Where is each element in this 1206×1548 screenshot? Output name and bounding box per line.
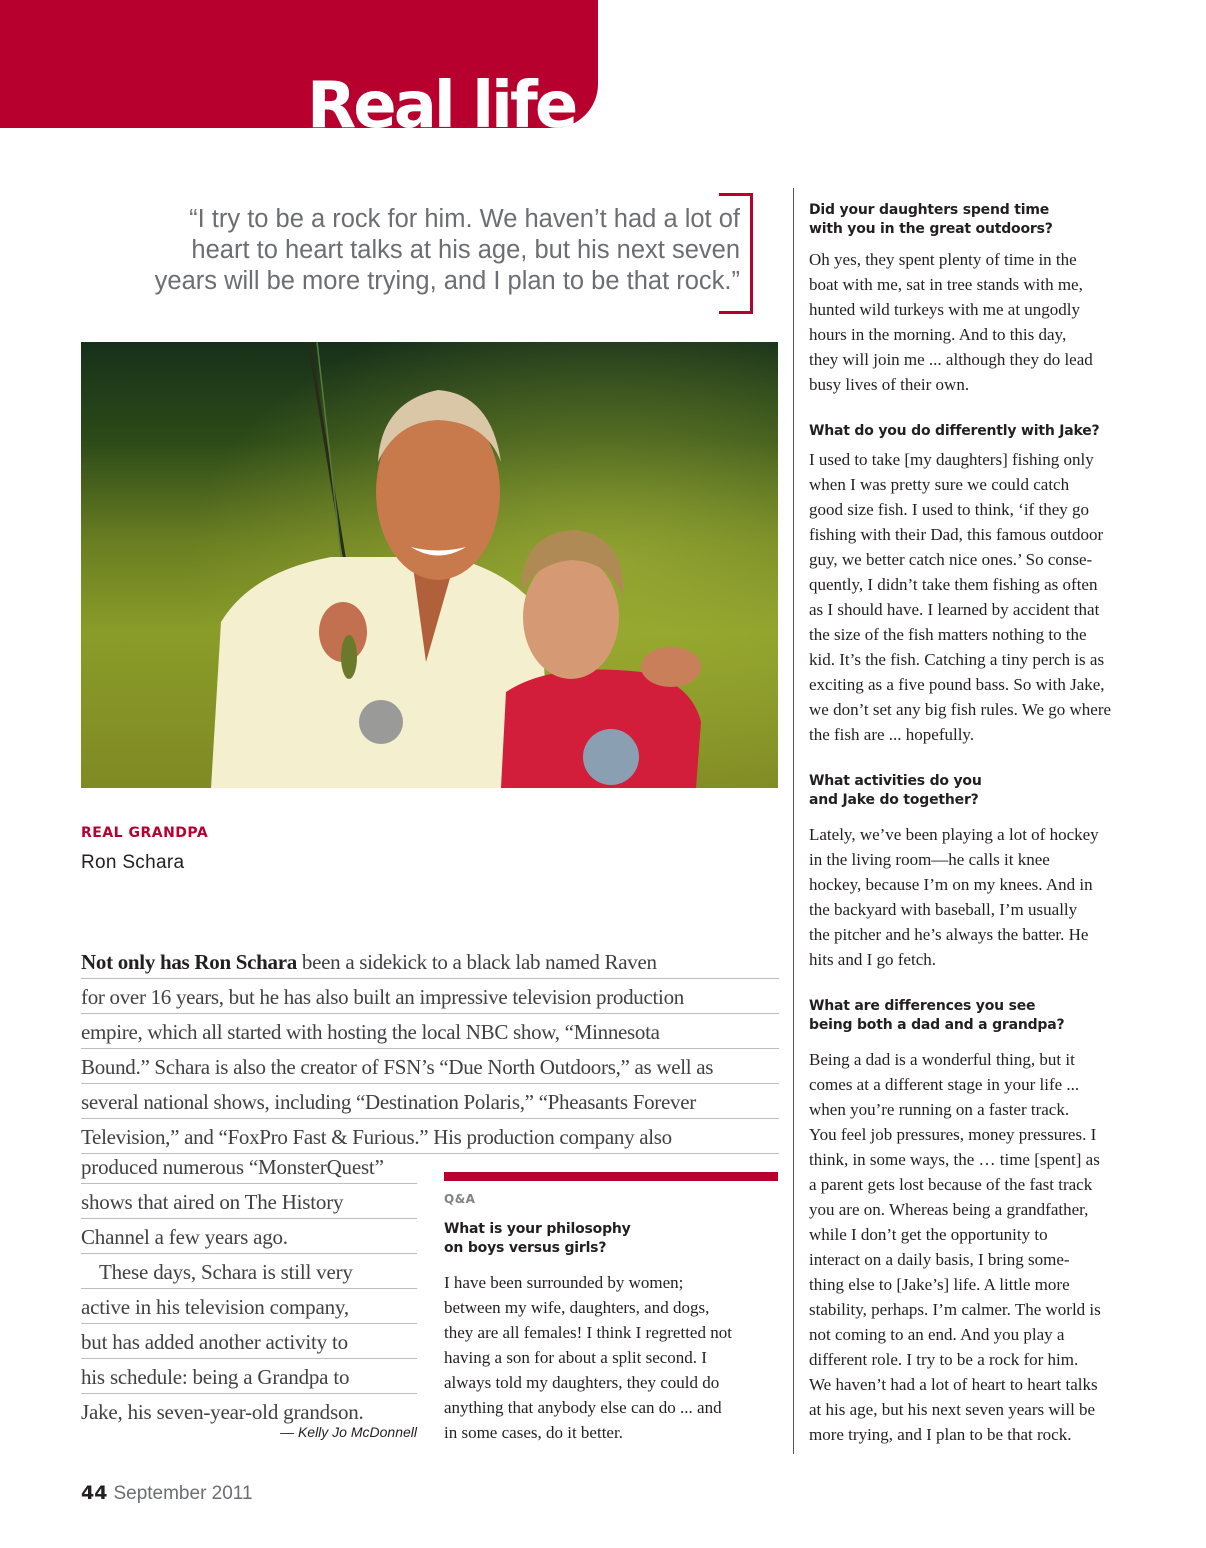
intro-paragraph-wide bbox=[81, 945, 779, 1154]
qa-answer-line: quently, I didn’t take them fishing as often bbox=[809, 575, 1098, 594]
qa-answer-line: exciting as a five pound bass. So with Jake, bbox=[809, 675, 1105, 694]
qa-question bbox=[809, 772, 1159, 810]
qa-answer-line: more trying, and I plan to be that rock. bbox=[809, 1425, 1072, 1444]
qa-answer-line: as I should have. I learned by accident that bbox=[809, 600, 1100, 619]
qa-answer-line: different role. I try to be a rock for him. bbox=[809, 1350, 1079, 1369]
photo-grandpa-and-grandson bbox=[81, 342, 778, 788]
qa-question-line: being both a dad and a grandpa? bbox=[809, 1017, 1065, 1033]
qa-answer-line: Oh yes, they spent plenty of time in the bbox=[809, 250, 1077, 269]
qa-label: Q&A bbox=[444, 1192, 476, 1206]
qa-answer-line: stability, perhaps. I’m calmer. The world is bbox=[809, 1300, 1101, 1319]
qa-answer-line: hockey, because I’m on my knees. And in bbox=[809, 875, 1093, 894]
qa-answer-line: kid. It’s the fish. Catching a tiny perch is as bbox=[809, 650, 1105, 669]
qa-question-line: on boys versus girls? bbox=[444, 1240, 607, 1256]
header-band bbox=[0, 0, 598, 128]
qa-answer-line: guy, we better catch nice ones.’ So conse- bbox=[809, 550, 1093, 569]
qa-answer-line: busy lives of their own. bbox=[809, 375, 970, 394]
intro-line: Television,” and “FoxPro Fast & Furious.” His production company also bbox=[81, 1120, 779, 1154]
pull-quote-line: heart to heart talks at his age, but his next seven bbox=[191, 236, 740, 264]
qa-question bbox=[444, 1220, 784, 1258]
qa-question-line: What activities do you bbox=[809, 773, 982, 789]
qa-answer-line: boat with me, sat in tree stands with me, bbox=[809, 275, 1083, 294]
qa-answer-line: interact on a daily basis, I bring some- bbox=[809, 1250, 1070, 1269]
qa-answer-line: you are on. Whereas being a grandfather, bbox=[809, 1200, 1089, 1219]
qa-answer-line: a parent gets lost because of the fast track bbox=[809, 1175, 1093, 1194]
intro-line: Channel a few years ago. bbox=[81, 1220, 417, 1254]
qa-answer bbox=[809, 822, 1159, 972]
qa-answer-line: fishing with their Dad, this famous outdoor bbox=[809, 525, 1104, 544]
qa-answer-line: they will join me ... although they do lead bbox=[809, 350, 1093, 369]
qa-answer-line: at his age, but his next seven years will be bbox=[809, 1400, 1096, 1419]
pull-quote-bracket bbox=[719, 193, 753, 314]
photo-illustration bbox=[81, 342, 778, 788]
qa-answer bbox=[809, 447, 1159, 747]
qa-answer-line: between my wife, daughters, and dogs, bbox=[444, 1298, 710, 1317]
qa-question bbox=[809, 997, 1159, 1035]
qa-answer-line: hunted wild turkeys with me at ungodly bbox=[809, 300, 1081, 319]
qa-accent-bar bbox=[444, 1172, 778, 1181]
qa-question-line: What do you do differently with Jake? bbox=[809, 423, 1100, 439]
intro-line: active in his television company, bbox=[81, 1290, 417, 1324]
qa-answer-line: they are all females! I think I regretted not bbox=[444, 1323, 732, 1342]
qa-answer-line: Lately, we’ve been playing a lot of hockey bbox=[809, 825, 1099, 844]
qa-answer-line: while I don’t get the opportunity to bbox=[809, 1225, 1048, 1244]
pull-quote-line: years will be more trying, and I plan to be that rock.” bbox=[154, 267, 740, 295]
intro-line: Jake, his seven-year-old grandson. bbox=[81, 1400, 364, 1424]
qa-answer-line: the fish are ... hopefully. bbox=[809, 725, 975, 744]
qa-item bbox=[809, 997, 1159, 1447]
intro-line: produced numerous “MonsterQuest” bbox=[81, 1150, 417, 1184]
qa-answer bbox=[809, 1047, 1159, 1447]
qa-answer bbox=[809, 247, 1159, 397]
pull-quote-line: “I try to be a rock for him. We haven’t had a lot of bbox=[189, 205, 740, 233]
qa-answer-line: You feel job pressures, money pressures. I bbox=[809, 1125, 1097, 1144]
intro-line: Bound.” Schara is also the creator of FSN’s “Due North Outdoors,” as well as bbox=[81, 1050, 779, 1084]
qa-answer-line: always told my daughters, they could do bbox=[444, 1373, 720, 1392]
column-divider bbox=[793, 188, 794, 1454]
qa-item bbox=[444, 1220, 784, 1445]
page-footer bbox=[81, 1482, 253, 1505]
qa-question-line: and Jake do together? bbox=[809, 792, 979, 808]
pull-quote bbox=[100, 204, 740, 297]
qa-answer-line: the pitcher and he’s always the batter. He bbox=[809, 925, 1089, 944]
qa-answer-line: Being a dad is a wonderful thing, but it bbox=[809, 1050, 1075, 1069]
qa-answer-line: I have been surrounded by women; bbox=[444, 1273, 684, 1292]
intro-lead: Not only has Ron Schara bbox=[81, 950, 297, 974]
qa-answer-line: anything that anybody else can do ... and bbox=[444, 1398, 722, 1417]
qa-answer-line: when you’re running on a faster track. bbox=[809, 1100, 1070, 1119]
photo-caption-label: REAL GRANDPA bbox=[81, 825, 209, 841]
intro-line: but has added another activity to bbox=[81, 1325, 417, 1359]
intro-line: empire, which all started with hosting the local NBC show, “Minnesota bbox=[81, 1015, 779, 1049]
qa-answer-line: thing else to [Jake’s] life. A little more bbox=[809, 1275, 1070, 1294]
issue-date: September 2011 bbox=[113, 1483, 253, 1504]
qa-question bbox=[809, 422, 1159, 441]
qa-question-line: What are differences you see bbox=[809, 998, 1036, 1014]
qa-question bbox=[809, 201, 1159, 239]
page-number: 44 bbox=[81, 1482, 108, 1504]
byline: — Kelly Jo McDonnell bbox=[280, 1424, 417, 1440]
section-title: Real life bbox=[307, 69, 576, 128]
intro-line: These days, Schara is still very bbox=[81, 1255, 417, 1289]
qa-answer-line: not coming to an end. And you play a bbox=[809, 1325, 1065, 1344]
qa-answer-line: comes at a different stage in your life ... bbox=[809, 1075, 1080, 1094]
qa-answer-line: when I was pretty sure we could catch bbox=[809, 475, 1070, 494]
intro-line: his schedule: being a Grandpa to bbox=[81, 1360, 417, 1394]
intro-line: shows that aired on The History bbox=[81, 1185, 417, 1219]
qa-answer-line: we don’t set any big fish rules. We go where bbox=[809, 700, 1112, 719]
intro-line: for over 16 years, but he has also built an impressive television production bbox=[81, 980, 779, 1014]
qa-answer-line: hits and I go fetch. bbox=[809, 950, 936, 969]
qa-answer-line: hours in the morning. And to this day, bbox=[809, 325, 1067, 344]
qa-answer-line: having a son for about a split second. I bbox=[444, 1348, 707, 1367]
qa-item bbox=[809, 772, 1159, 972]
qa-item bbox=[809, 201, 1159, 397]
qa-item bbox=[809, 422, 1159, 747]
intro-line-text: been a sidekick to a black lab named Raven bbox=[296, 950, 657, 974]
qa-question-line: Did your daughters spend time bbox=[809, 202, 1050, 218]
intro-line: several national shows, including “Destination Polaris,” “Pheasants Forever bbox=[81, 1085, 779, 1119]
qa-answer-line: good size fish. I used to think, ‘if they go bbox=[809, 500, 1089, 519]
intro-paragraph-narrow bbox=[81, 1150, 417, 1428]
qa-answer-line: the size of the fish matters nothing to the bbox=[809, 625, 1087, 644]
qa-answer-line: in the living room—he calls it knee bbox=[809, 850, 1050, 869]
qa-question-line: with you in the great outdoors? bbox=[809, 221, 1053, 237]
qa-answer-line: the backyard with baseball, I’m usually bbox=[809, 900, 1078, 919]
qa-answer bbox=[444, 1270, 784, 1445]
qa-answer-line: in some cases, do it better. bbox=[444, 1423, 623, 1442]
photo-caption-name: Ron Schara bbox=[81, 852, 185, 873]
qa-answer-line: think, in some ways, the … time [spent] as bbox=[809, 1150, 1100, 1169]
qa-question-line: What is your philosophy bbox=[444, 1221, 631, 1237]
qa-answer-line: I used to take [my daughters] fishing only bbox=[809, 450, 1094, 469]
intro-line bbox=[81, 945, 779, 979]
qa-answer-line: We haven’t had a lot of heart to heart talks bbox=[809, 1375, 1098, 1394]
